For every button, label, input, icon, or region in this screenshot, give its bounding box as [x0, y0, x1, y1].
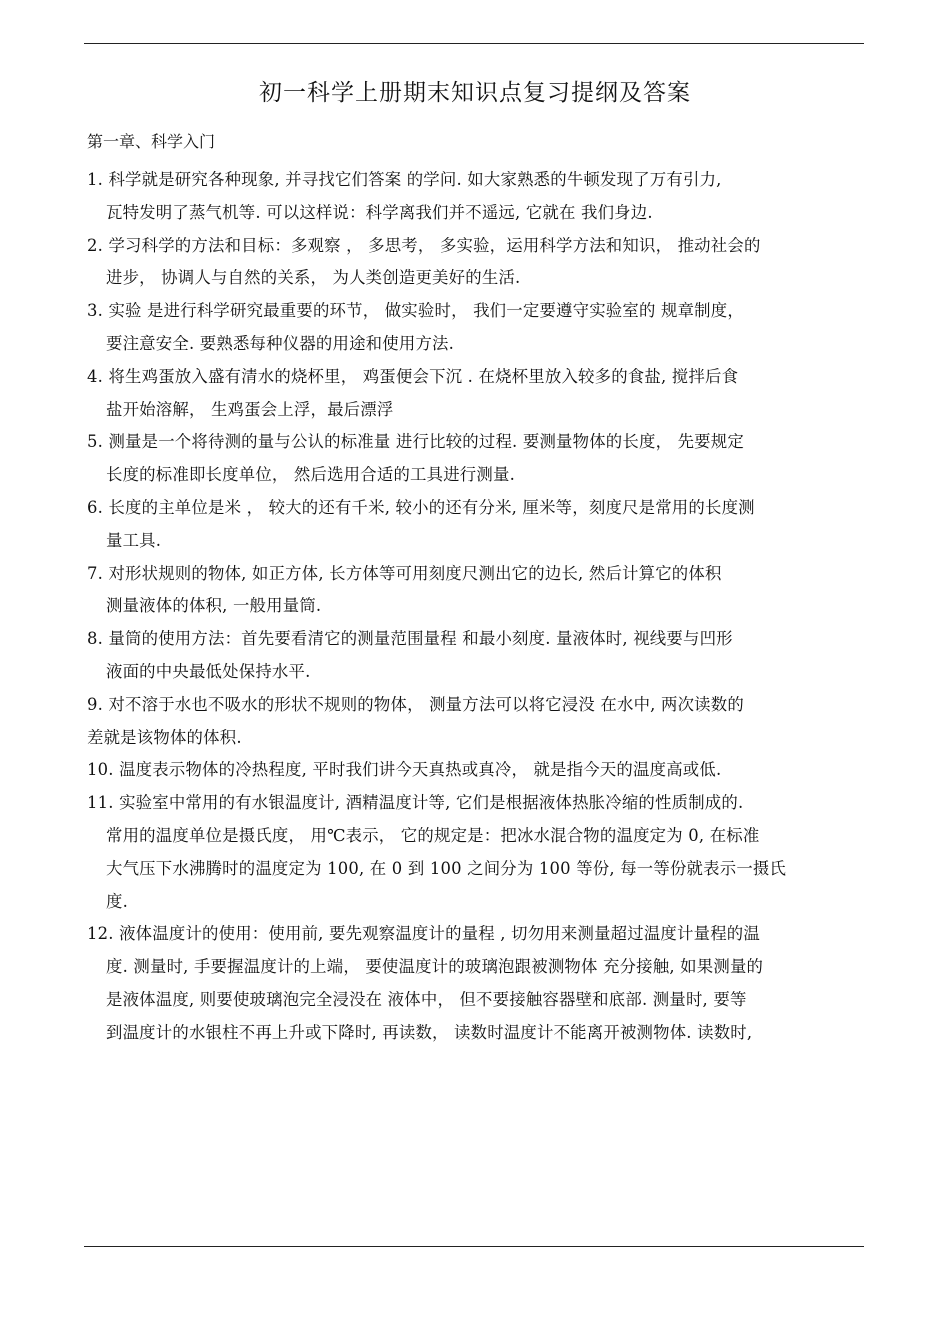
- list-item-first-line: 3. 实验 是进行科学研究最重要的环节， 做实验时， 我们一定要遵守实验室的 规章制度，: [87, 301, 744, 321]
- list-item: [87, 295, 867, 361]
- list-item-first-line: 2. 学习科学的方法和目标：多观察 ， 多思考， 多实验，运用科学方法和知识， 推动社会的: [87, 235, 761, 255]
- list-item: [87, 426, 867, 492]
- list-item-continuation-line: 长度的标准即长度单位， 然后选用合适的工具进行测量.: [106, 465, 515, 485]
- list-item-continuation-line: 度.: [106, 891, 129, 911]
- list-item-continuation-line: 大气压下水沸腾时的温度定为 100, 在 0 到 100 之间分为 100 等份, 每一等份就表示一摄氏: [106, 858, 787, 878]
- list-item-continuation-line: 度. 测量时, 手要握温度计的上端， 要使温度计的玻璃泡跟被测物体 充分接触, 如果测量的: [106, 957, 764, 977]
- footer-rule: [84, 1246, 864, 1247]
- list-item-first-line: 12. 液体温度计的使用：使用前, 要先观察温度计的量程 , 切勿用来测量超过温度计量程的温: [87, 924, 760, 944]
- list-item-continuation-line: 常用的温度单位是摄氏度， 用℃表示， 它的规定是：把冰水混合物的温度定为 0, 在标准: [106, 825, 760, 845]
- list-item: [87, 558, 867, 624]
- list-item-continuation-line: 瓦特发明了蒸气机等. 可以这样说：科学离我们并不遥远, 它就在 我们身边.: [106, 202, 653, 222]
- list-item-continuation-line: 差就是该物体的体积.: [87, 727, 242, 747]
- list-item-continuation-line: 量工具.: [106, 530, 162, 550]
- chapter-heading: 第一章、科学入门: [87, 132, 216, 151]
- list-item: [87, 787, 867, 918]
- list-item-continuation-line: 是液体温度, 则要使玻璃泡完全浸没在 液体中， 但不要接触容器壁和底部. 测量时, 要等: [106, 989, 747, 1009]
- document-body: [87, 164, 867, 1050]
- list-item-first-line: 11. 实验室中常用的有水银温度计, 酒精温度计等, 它们是根据液体热胀冷缩的性质制成的.: [87, 793, 744, 813]
- list-item-first-line: 6. 长度的主单位是米 ， 较大的还有千米, 较小的还有分米, 厘米等，刻度尺是常用的长度测: [87, 497, 755, 517]
- list-item-first-line: 9. 对不溶于水也不吸水的形状不规则的物体， 测量方法可以将它浸没 在水中, 两次读数的: [87, 694, 744, 714]
- list-item: [87, 918, 867, 1049]
- list-item: [87, 623, 867, 689]
- page-title: 初一科学上册期末知识点复习提纲及答案: [259, 80, 691, 106]
- list-item: [87, 164, 867, 230]
- list-item-continuation-line: 到温度计的水银柱不再上升或下降时, 再读数， 读数时温度计不能离开被测物体. 读数时,: [106, 1022, 753, 1042]
- list-item-continuation-line: 进步， 协调人与自然的关系， 为人类创造更美好的生活.: [106, 268, 521, 288]
- list-item-continuation-line: 盐开始溶解， 生鸡蛋会上浮，最后漂浮: [106, 399, 394, 419]
- list-item: [87, 230, 867, 296]
- list-item-first-line: 8. 量筒的使用方法：首先要看清它的测量范围量程 和最小刻度. 量液体时, 视线要与凹形: [87, 629, 733, 649]
- list-item: [87, 754, 867, 787]
- list-item-first-line: 4. 将生鸡蛋放入盛有清水的烧杯里， 鸡蛋便会下沉 . 在烧杯里放入较多的食盐, 搅拌后食: [87, 366, 739, 386]
- list-item-first-line: 7. 对形状规则的物体, 如正方体, 长方体等可用刻度尺测出它的边长, 然后计算它的体积: [87, 563, 722, 583]
- list-item: [87, 361, 867, 427]
- header-rule: [84, 43, 864, 44]
- list-item-continuation-line: 液面的中央最低处保持水平.: [106, 661, 311, 681]
- list-item: [87, 492, 867, 558]
- list-item-first-line: 5. 测量是一个将待测的量与公认的标准量 进行比较的过程. 要测量物体的长度， 先要规定: [87, 432, 744, 452]
- list-item-continuation-line: 要注意安全. 要熟悉每种仪器的用途和使用方法.: [106, 333, 455, 353]
- list-item-continuation-line: 测量液体的体积, 一般用量筒.: [106, 596, 322, 616]
- list-item-first-line: 10. 温度表示物体的冷热程度, 平时我们讲今天真热或真冷， 就是指今天的温度高或低.: [87, 760, 722, 780]
- list-item: [87, 689, 867, 755]
- list-item-first-line: 1. 科学就是研究各种现象, 并寻找它们答案 的学问. 如大家熟悉的牛顿发现了万有引力,: [87, 170, 722, 189]
